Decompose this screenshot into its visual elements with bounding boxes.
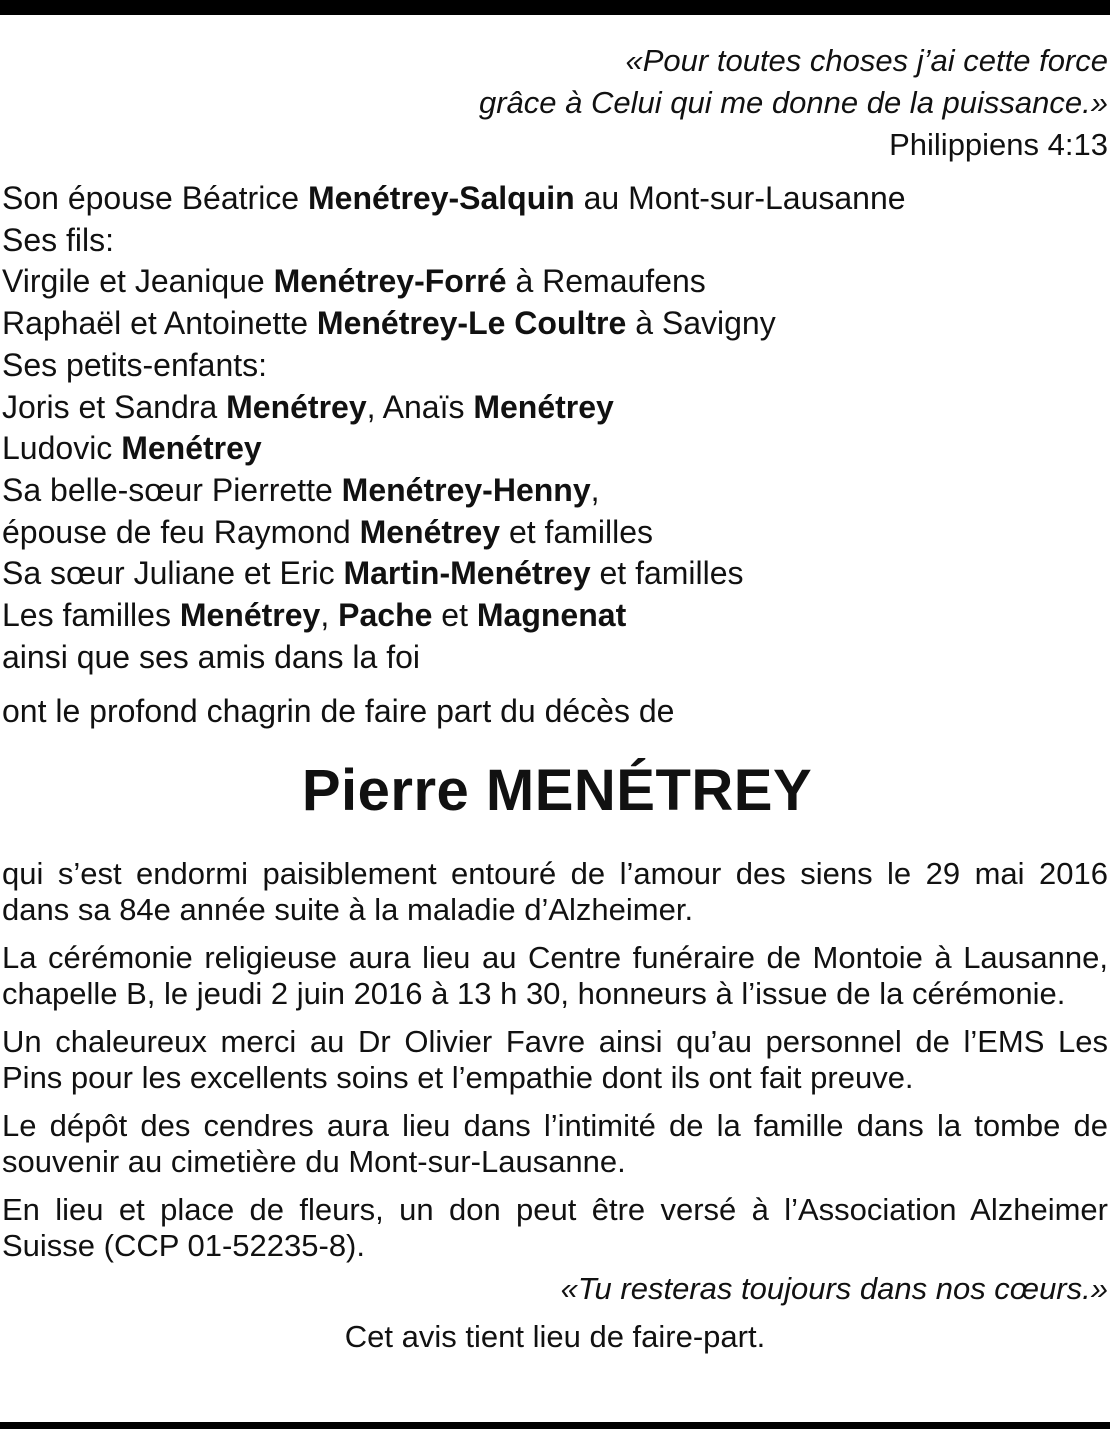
family-text: Joris et Sandra [2, 388, 227, 425]
family-text: et familles [500, 513, 654, 550]
family-surname: Martin-Menétrey [343, 555, 591, 592]
family-surname: Menétrey [473, 388, 614, 425]
family-text: Ses fils: [2, 221, 115, 258]
paragraph-ashes: Le dépôt des cendres aura lieu dans l’intimité de la famille dans la tombe de souvenir au cimetière du Mont-sur-Lausanne. [2, 1108, 1108, 1180]
family-surname: Menétrey [359, 513, 501, 550]
family-line [2, 303, 1108, 345]
family-surname: Menétrey [179, 597, 321, 634]
family-line [2, 637, 1108, 679]
paragraph-ceremony: La cérémonie religieuse aura lieu au Centre funéraire de Montoie à Lausanne, chapelle B, le jeudi 2 juin 2016 à 13 h 30, honneurs à l’issue de la cérémonie. [2, 940, 1108, 1012]
bottom-border-rule [0, 1422, 1110, 1429]
family-text: , [590, 471, 600, 508]
family-text: Sa sœur Juliane et Eric [2, 555, 344, 592]
family-line [2, 178, 1108, 220]
epigraph [2, 40, 1108, 166]
family-surname: Menétrey [226, 388, 367, 425]
obituary-notice [2, 40, 1108, 1358]
family-text: Virgile et Jeanique [2, 263, 274, 300]
family-text: au Mont-sur-Lausanne [574, 180, 906, 216]
family-text: , [320, 597, 339, 634]
family-surname: Menétrey-Forré [273, 263, 507, 300]
family-line [2, 387, 1108, 429]
family-text: Ludovic [2, 430, 122, 467]
family-surname: Magnenat [476, 597, 627, 634]
family-text: Les familles [2, 597, 180, 634]
family-text: Ses petits-enfants: [2, 346, 268, 383]
family-text: Sa belle-sœur Pierrette [2, 471, 342, 508]
family-text: ainsi que ses amis dans la foi [2, 638, 420, 675]
deceased-name: Pierre MENÉTREY [301, 758, 813, 824]
family-line [2, 512, 1108, 554]
closing-quote: «Tu resteras toujours dans nos cœurs.» [560, 1271, 1108, 1307]
family-line [2, 220, 1108, 262]
family-text: et familles [590, 555, 744, 592]
family-text: et [432, 597, 477, 634]
paragraph-passing: qui s’est endormi paisiblement entouré de l’amour des siens le 29 mai 2016 dans sa 84e année suite à la maladie d’Alzheimer. [2, 856, 1108, 928]
family-surname: Menétrey-Salquin [307, 180, 575, 216]
family-line [2, 428, 1108, 470]
family-text: à Savigny [626, 305, 776, 342]
family-text: Son épouse Béatrice [2, 180, 308, 216]
paragraph-thanks: Un chaleureux merci au Dr Olivier Favre ainsi qu’au personnel de l’EMS Les Pins pour les excellents soins et l’empathie dont ils ont fait preuve. [2, 1024, 1108, 1096]
family-line [2, 470, 1108, 512]
family-line [2, 595, 1108, 637]
family-surname: Menétrey-Henny [341, 471, 591, 508]
family-line [2, 345, 1108, 387]
family-text: épouse de feu Raymond [2, 513, 360, 550]
family-surname: Pache [338, 597, 433, 634]
paragraph-donation: En lieu et place de fleurs, un don peut être versé à l’Association Alzheimer Suisse (CCP 01-52235-8). [2, 1192, 1108, 1264]
announcement-line: ont le profond chagrin de faire part du décès de [2, 693, 675, 730]
family-text: à Remaufens [506, 263, 706, 300]
footer-note: Cet avis tient lieu de faire-part. [344, 1319, 766, 1355]
epigraph-quote-line-2: grâce à Celui qui me donne de la puissance.» [478, 85, 1108, 120]
epigraph-reference: Philippiens 4:13 [889, 127, 1108, 162]
family-text: Raphaël et Antoinette [2, 305, 317, 342]
family-surname: Menétrey-Le Coultre [316, 305, 627, 342]
family-surname: Menétrey [121, 430, 262, 467]
family-list [2, 178, 1108, 678]
top-border-rule [0, 0, 1110, 15]
epigraph-quote-line-1: «Pour toutes choses j’ai cette force [625, 43, 1108, 78]
family-line [2, 553, 1108, 595]
family-text: , Anaïs [366, 388, 474, 425]
family-line [2, 261, 1108, 303]
